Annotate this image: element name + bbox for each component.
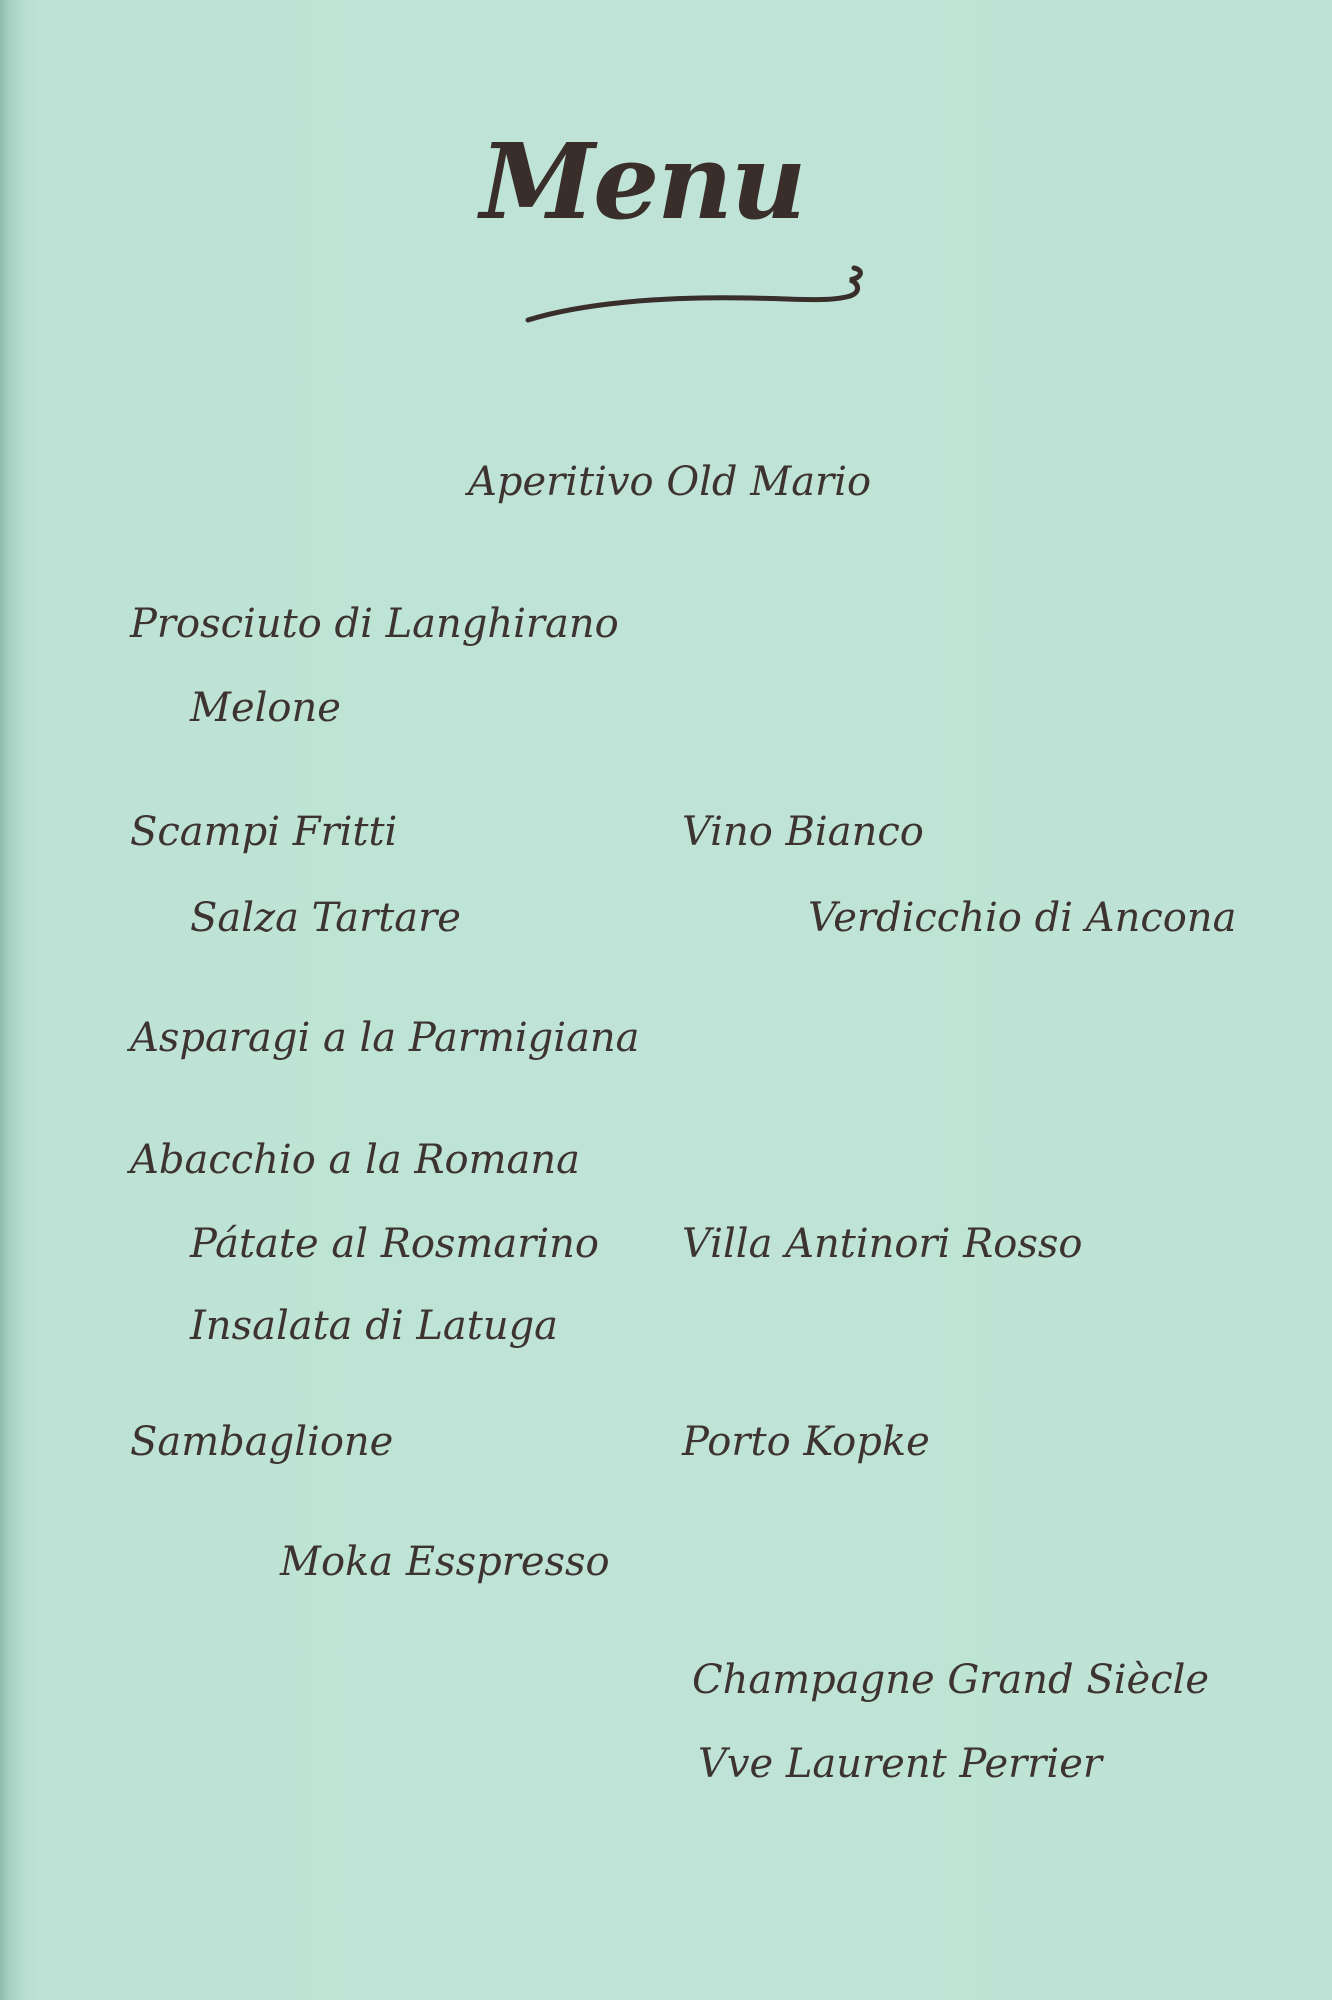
champagne-house-line: Vve Laurent Perrier [698, 1741, 1103, 1787]
champagne-line: Champagne Grand Siècle [692, 1657, 1210, 1703]
paper-fold-edge [0, 0, 26, 2000]
asparagi-line: Asparagi a la Parmigiana [130, 1015, 640, 1061]
scampi-side-line: Salza Tartare [190, 895, 461, 941]
aperitivo-line: Aperitivo Old Mario [468, 459, 872, 505]
menu-title: Menu [480, 120, 805, 243]
antipasto-line: Prosciuto di Langhirano [130, 601, 619, 647]
abacchio-side-2-line: Insalata di Latuga [190, 1303, 559, 1349]
antipasto-side-line: Melone [190, 685, 341, 731]
abacchio-line: Abacchio a la Romana [130, 1137, 580, 1183]
red-wine-line: Villa Antinori Rosso [682, 1221, 1083, 1267]
coffee-line: Moka Esspresso [280, 1539, 610, 1585]
white-wine-name-line: Verdicchio di Ancona [808, 895, 1237, 941]
abacchio-side-1-line: Pátate al Rosmarino [190, 1221, 599, 1267]
dessert-line: Sambaglione [130, 1419, 394, 1465]
title-underline-flourish [520, 262, 870, 332]
scampi-line: Scampi Fritti [130, 809, 398, 855]
port-wine-line: Porto Kopke [682, 1419, 930, 1465]
white-wine-line: Vino Bianco [682, 809, 924, 855]
